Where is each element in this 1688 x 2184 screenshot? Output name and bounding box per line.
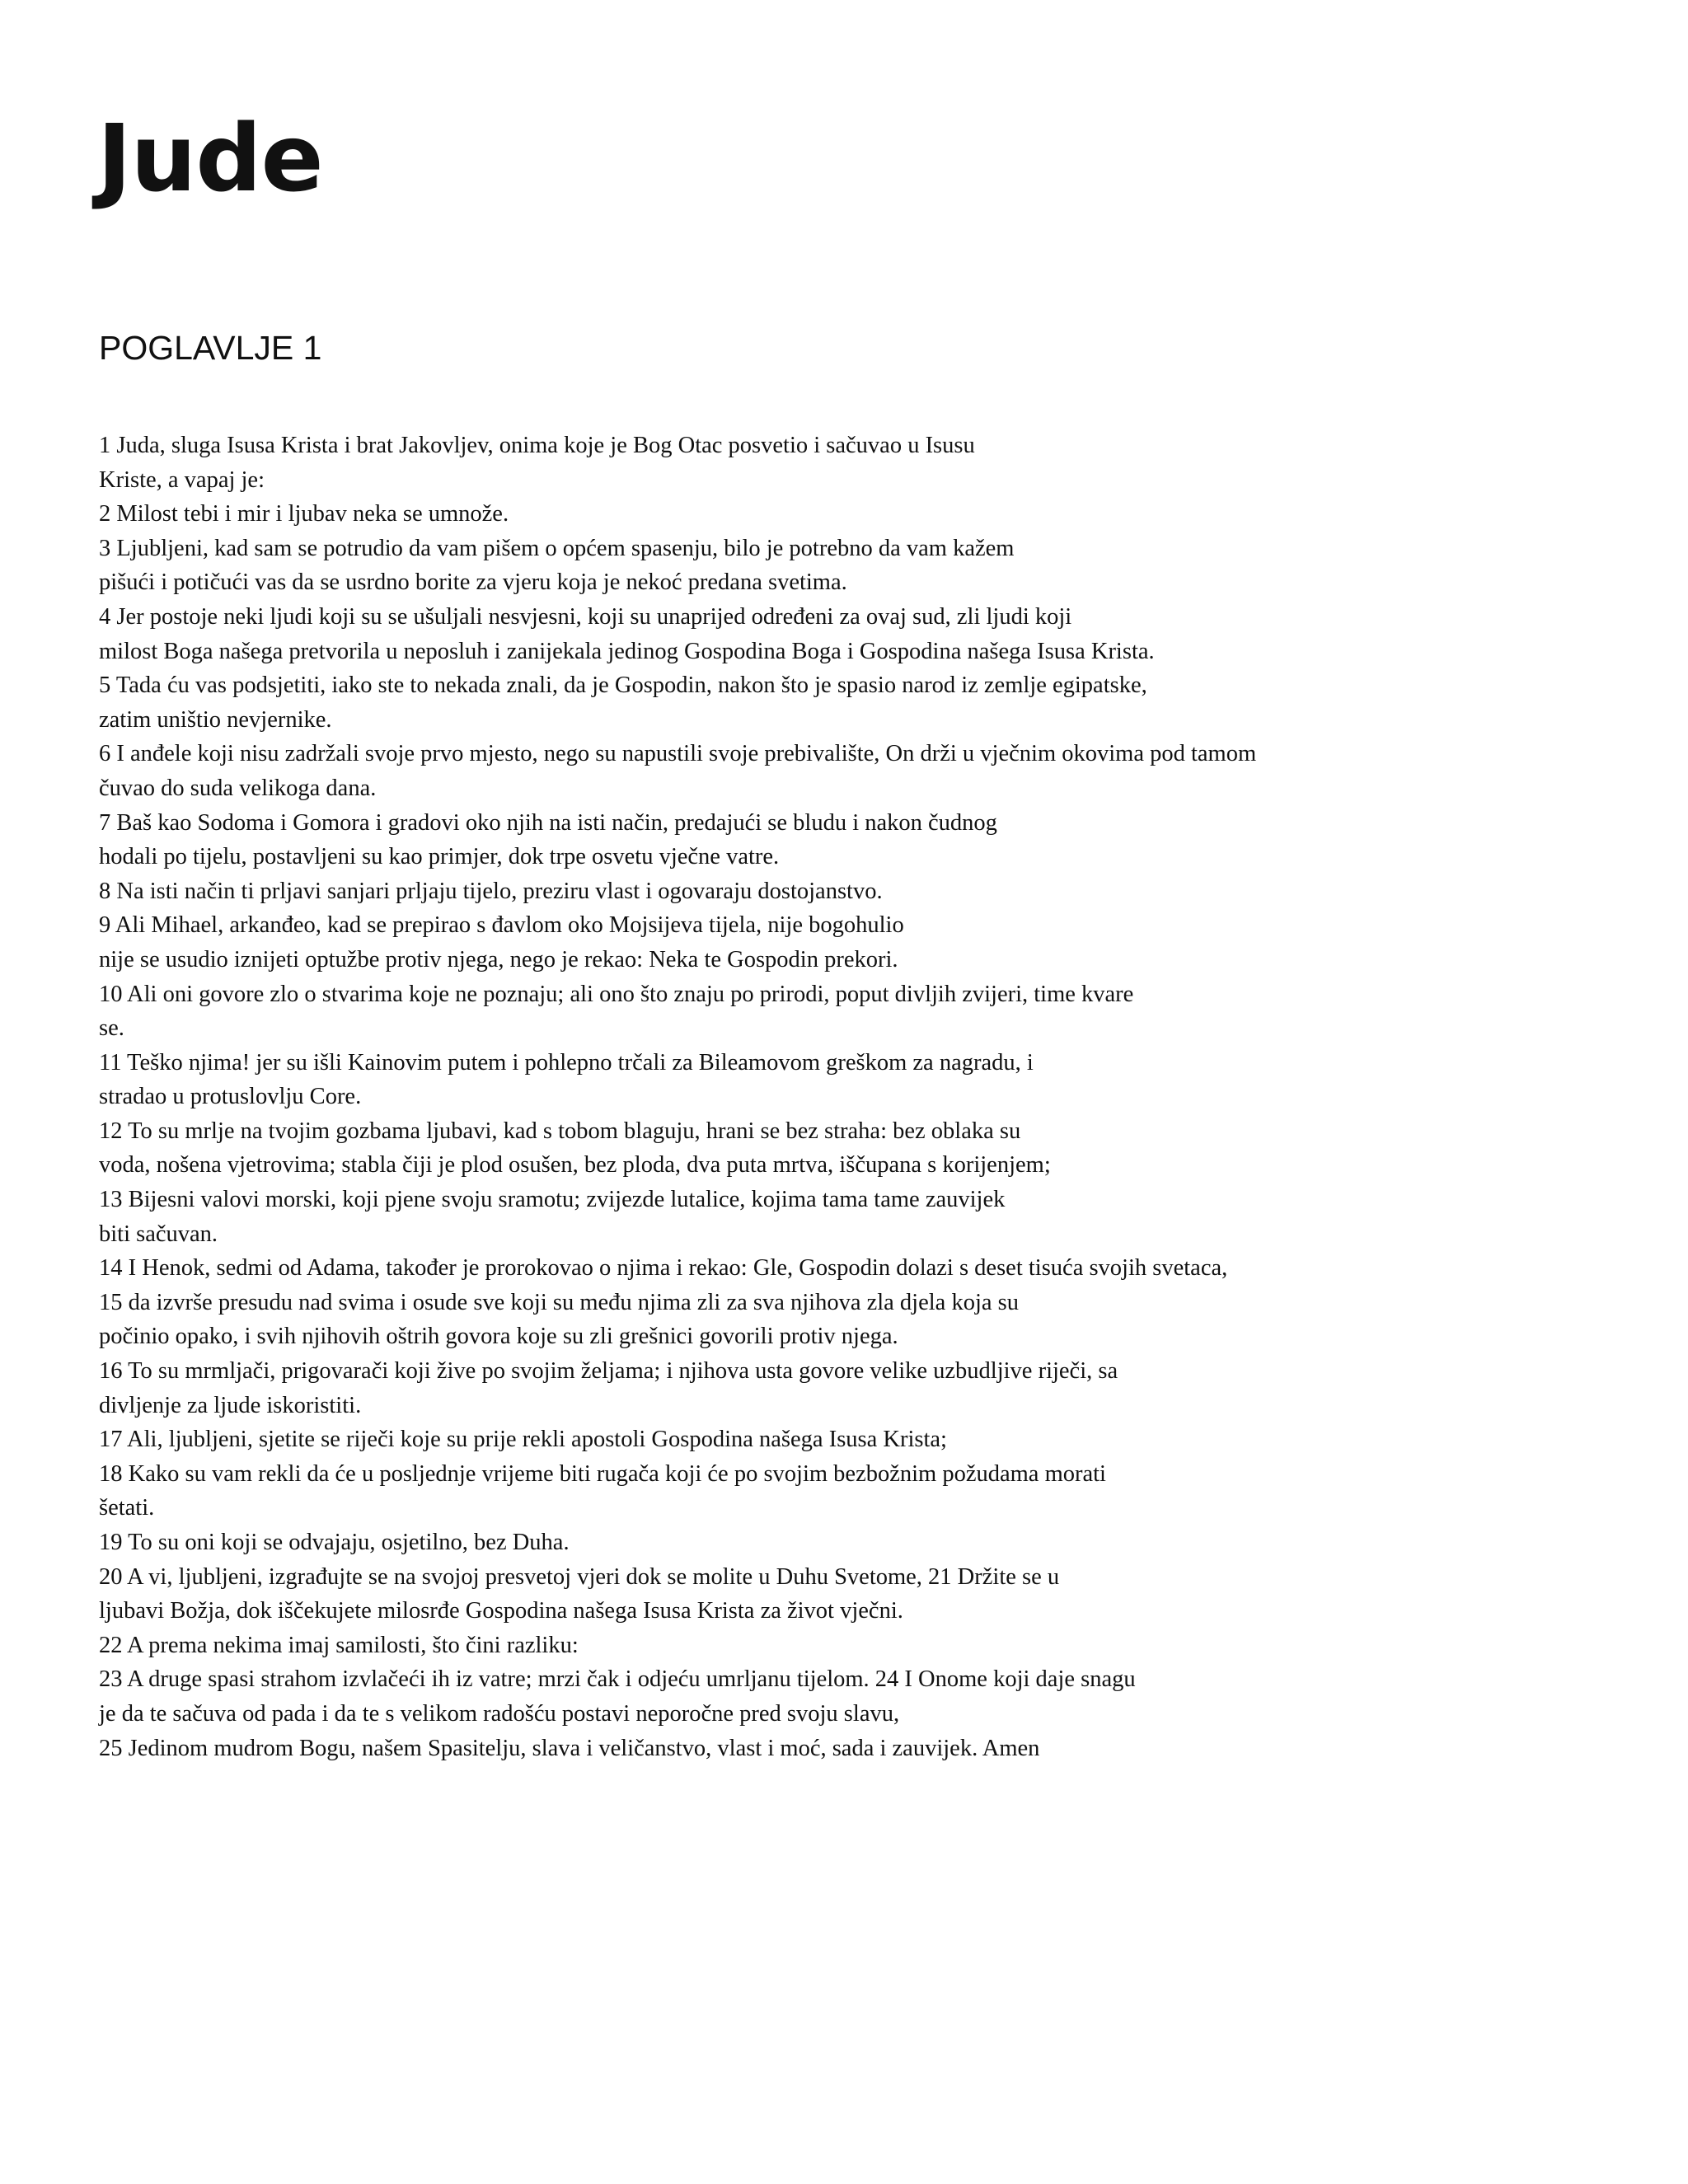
book-title: Jude	[97, 105, 323, 213]
text-line: 18 Kako su vam rekli da će u posljednje vrijeme biti rugača koji će po svojim bezbožnim požudama morati	[99, 1460, 1106, 1487]
text-line: 13 Bijesni valovi morski, koji pjene svoju sramotu; zvijezde lutalice, kojima tama tame zauvijek	[99, 1187, 1006, 1213]
text-line: počinio opako, i svih njihovih oštrih govora koje su zli grešnici govorili protiv njega.	[99, 1324, 898, 1350]
text-line: divljenje za ljude iskoristiti.	[99, 1392, 362, 1418]
text-line: 1 Juda, sluga Isusa Krista i brat Jakovljev, onima koje je Bog Otac posvetio i sačuvao u Isusu	[99, 433, 975, 458]
text-line: 10 Ali oni govore zlo o stvarima koje ne poznaju; ali ono što znaju po prirodi, poput divljih zvijeri, time kvare	[99, 981, 1134, 1007]
chapter-text	[99, 429, 1591, 1765]
text-line: nije se usudio iznijeti optužbe protiv njega, nego je rekao: Neka te Gospodin prekori.	[99, 946, 898, 972]
text-line: 22 A prema nekima imaj samilosti, što čini razliku:	[99, 1632, 579, 1658]
text-line: hodali po tijelu, postavljeni su kao primjer, dok trpe osvetu vječne vatre.	[99, 844, 780, 870]
text-line: 11 Teško njima! jer su išli Kainovim putem i pohlepno trčali za Bileamovom greškom za nagradu, i	[99, 1049, 1034, 1076]
text-line: 2 Milost tebi i mir i ljubav neka se umnože.	[99, 501, 509, 527]
text-line: 4 Jer postoje neki ljudi koji su se ušuljali nesvjesni, koji su unaprijed određeni za ovaj sud, zli ljudi koji	[99, 603, 1072, 630]
text-line: 20 A vi, ljubljeni, izgrađujte se na svojoj presvetoj vjeri dok se molite u Duhu Svetome, 21 Držite se u	[99, 1563, 1060, 1590]
text-line: Kriste, a vapaj je:	[99, 466, 265, 493]
text-line: 14 I Henok, sedmi od Adama, također je prorokovao o njima i rekao: Gle, Gospodin dolazi s deset tisuća svojih svetaca,	[99, 1255, 1228, 1282]
text-line: 17 Ali, ljubljeni, sjetite se riječi koje su prije rekli apostoli Gospodina našega Isusa Krista;	[99, 1427, 947, 1453]
text-line: 16 To su mrmljači, prigovarači koji žive po svojim željama; i njihova usta govore velike uzbudljive riječi, sa	[99, 1358, 1118, 1385]
text-line: 5 Tada ću vas podsjetiti, iako ste to nekada znali, da je Gospodin, nakon što je spasio narod iz zemlje egipatske,	[99, 673, 1147, 699]
text-line: zatim uništio nevjernike.	[99, 706, 332, 733]
text-line: 19 To su oni koji se odvajaju, osjetilno, bez Duha.	[99, 1530, 570, 1555]
text-line: 7 Baš kao Sodoma i Gomora i gradovi oko njih na isti način, predajući se bludu i nakon čudnog	[99, 809, 997, 836]
text-line: 25 Jedinom mudrom Bogu, našem Spasitelju, slava i veličanstvo, vlast i moć, sada i zauvijek. Amen	[99, 1735, 1040, 1761]
text-line: 6 I anđele koji nisu zadržali svoje prvo mjesto, nego su napustili svoje prebivalište, On drži u vječnim okovima pod tamom	[99, 741, 1257, 767]
text-line: pišući i potičući vas da se usrdno borite za vjeru koja je nekoć predana svetima.	[99, 569, 847, 596]
text-line: 23 A druge spasi strahom izvlačeći ih iz vatre; mrzi čak i odjeću umrljanu tijelom. 24 I Onome koji daje snagu	[99, 1666, 1136, 1693]
text-line: stradao u protuslovlju Core.	[99, 1084, 362, 1110]
text-line: milost Boga našega pretvorila u neposluh i zanijekala jedinog Gospodina Boga i Gospodina našega Isusa Krista.	[99, 638, 1155, 664]
chapter-heading: POGLAVLJE 1	[99, 329, 322, 367]
text-line: voda, nošena vjetrovima; stabla čiji je plod osušen, bez ploda, dva puta mrtva, iščupana s korijenjem;	[99, 1152, 1051, 1179]
text-line: čuvao do suda velikoga dana.	[99, 775, 377, 801]
text-line: je da te sačuva od pada i da te s velikom radošću postavi neporočne pred svoju slavu,	[99, 1700, 900, 1727]
text-line: ljubavi Božja, dok iščekujete milosrđe Gospodina našega Isusa Krista za život vječni.	[99, 1598, 903, 1624]
text-line: 15 da izvrše presudu nad svima i osude sve koji su među njima zli za sva njihova zla djela koja su	[99, 1289, 1019, 1315]
text-line: 9 Ali Mihael, arkanđeo, kad se prepirao s đavlom oko Mojsijeva tijela, nije bogohulio	[99, 912, 904, 939]
text-line: se.	[99, 1015, 124, 1042]
text-line: 3 Ljubljeni, kad sam se potrudio da vam pišem o općem spasenju, bilo je potrebno da vam kažem	[99, 535, 1015, 561]
text-line: 12 To su mrlje na tvojim gozbama ljubavi, kad s tobom blaguju, hrani se bez straha: bez oblaka su	[99, 1118, 1021, 1144]
text-line: šetati.	[99, 1495, 155, 1521]
text-line: biti sačuvan.	[99, 1221, 218, 1247]
text-line: 8 Na isti način ti prljavi sanjari prljaju tijelo, preziru vlast i ogovaraju dostojanstvo.	[99, 878, 883, 904]
